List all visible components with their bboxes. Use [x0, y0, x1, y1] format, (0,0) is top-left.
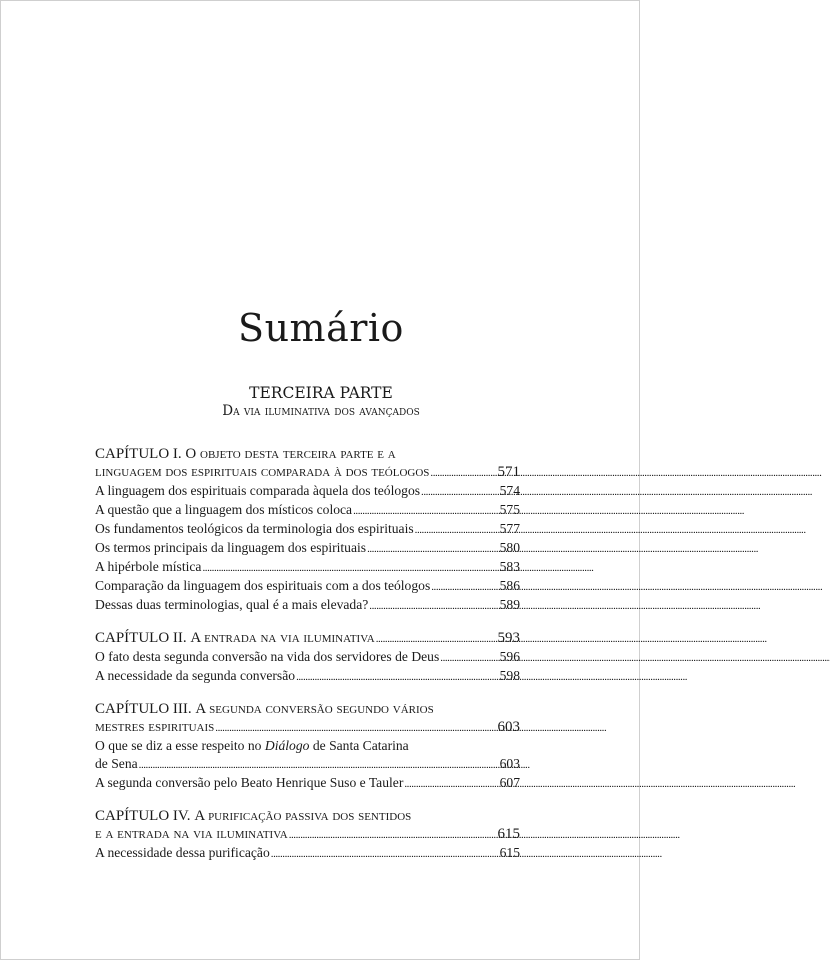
- page-number: 615: [497, 826, 520, 842]
- toc-entry: [95, 501, 520, 520]
- chapter-3: [95, 700, 520, 793]
- chapter-title: [95, 629, 375, 647]
- page-number: 603: [497, 719, 520, 735]
- chapter-number: CAPÍTULO IV.: [95, 808, 195, 824]
- leader-dots: [271, 844, 499, 863]
- leader-dots: [431, 577, 498, 596]
- leader-dots: [139, 755, 499, 774]
- entry-text-italic: Diálogo: [264, 738, 310, 753]
- chapter-title-line1: A entrada na via iluminativa: [190, 630, 375, 646]
- leader-dots: [376, 629, 497, 648]
- leader-dots: [421, 482, 499, 501]
- leader-dots: [404, 774, 498, 793]
- page-number: 583: [499, 559, 520, 574]
- page-number: 615: [499, 845, 520, 860]
- page-number: 589: [499, 597, 520, 612]
- entry-text: Dessas duas terminologias, qual é a mais elevada?: [95, 597, 369, 612]
- toc-entry: [95, 755, 520, 774]
- toc-entry: [95, 774, 520, 793]
- chapter-title-line1: A purificação passiva dos sentidos: [194, 808, 412, 824]
- chapter-4: [95, 807, 520, 863]
- entry-text: O que se diz a esse respeito no: [95, 738, 265, 753]
- entry-text: A necessidade da segunda conversão: [95, 668, 296, 683]
- toc-entry: [95, 596, 520, 615]
- chapter-heading-line2: [95, 463, 520, 482]
- chapter-title-line2: mestres espirituais: [95, 719, 215, 735]
- page-number: 603: [499, 756, 520, 771]
- chapter-heading: [95, 700, 520, 718]
- entry-text: de Santa Catarina: [309, 738, 409, 753]
- entry-text: O fato desta segunda conversão na vida dos servidores de Deus: [95, 649, 440, 664]
- chapter-heading-line2: [95, 718, 520, 737]
- chapter-number: CAPÍTULO III.: [95, 701, 196, 717]
- part-subtitle: Da via iluminativa dos avançados: [222, 403, 420, 419]
- page-number: 580: [499, 540, 520, 555]
- chapter-title-line1: O objeto desta terceira parte e a: [185, 446, 396, 462]
- entry-text: de Sena: [95, 756, 138, 771]
- toc-entry: [95, 577, 520, 596]
- leader-dots: [215, 718, 496, 737]
- toc-entry: [95, 482, 520, 501]
- leader-dots: [353, 501, 499, 520]
- page-number: 586: [499, 578, 520, 593]
- toc-entry: [95, 844, 520, 863]
- toc-entry: [95, 648, 520, 667]
- chapter-2: [95, 629, 520, 686]
- chapter-heading: [95, 807, 520, 825]
- page-number: 574: [499, 483, 520, 498]
- leader-dots: [440, 648, 498, 667]
- entry-text: A necessidade dessa purificação: [95, 845, 270, 860]
- page-number: 577: [499, 521, 520, 536]
- toc-entry: [95, 667, 520, 686]
- chapter-heading: [95, 629, 520, 648]
- leader-dots: [415, 520, 499, 539]
- leader-dots: [369, 596, 498, 615]
- entry-text: Os termos principais da linguagem dos espirituais: [95, 540, 367, 555]
- toc-entry: [95, 558, 520, 577]
- leader-dots: [430, 463, 496, 482]
- leader-dots: [367, 539, 499, 558]
- chapter-heading-line2: [95, 825, 520, 844]
- toc-entry-line1: [95, 737, 520, 755]
- chapter-number: CAPÍTULO I.: [95, 446, 186, 462]
- table-of-contents: [95, 445, 520, 877]
- chapter-1: [95, 445, 520, 615]
- leader-dots: [289, 825, 497, 844]
- entry-text: A linguagem dos espirituais comparada àquela dos teólogos: [95, 483, 421, 498]
- chapter-number: CAPÍTULO II.: [95, 630, 191, 646]
- chapter-title-line2: linguagem dos espirituais comparada à dos teólogos: [95, 464, 430, 480]
- entry-text: Os fundamentos teológicos da terminologia dos espirituais: [95, 521, 414, 536]
- chapter-title-line2: e a entrada na via iluminativa: [95, 826, 288, 842]
- entry-text: A segunda conversão pelo Beato Henrique Suso e Tauler: [95, 775, 404, 790]
- leader-dots: [296, 667, 499, 686]
- toc-entry: [95, 520, 520, 539]
- page-number: 593: [497, 630, 520, 646]
- entry-text: A questão que a linguagem dos místicos coloca: [95, 502, 353, 517]
- page-number: 607: [499, 775, 520, 790]
- toc-entry: [95, 539, 520, 558]
- entry-text: A hipérbole mística: [95, 559, 202, 574]
- page-title: Sumário: [238, 306, 404, 350]
- page-number: 598: [499, 668, 520, 683]
- chapter-heading: [95, 445, 520, 463]
- part-title: TERCEIRA PARTE: [249, 384, 393, 402]
- page-number: 575: [499, 502, 520, 517]
- page-number: 596: [499, 649, 520, 664]
- leader-dots: [202, 558, 498, 577]
- chapter-title-line1: A segunda conversão segundo vários: [195, 701, 434, 717]
- entry-text: Comparação da linguagem dos espirituais com a dos teólogos: [95, 578, 431, 593]
- page-number: 571: [497, 464, 520, 480]
